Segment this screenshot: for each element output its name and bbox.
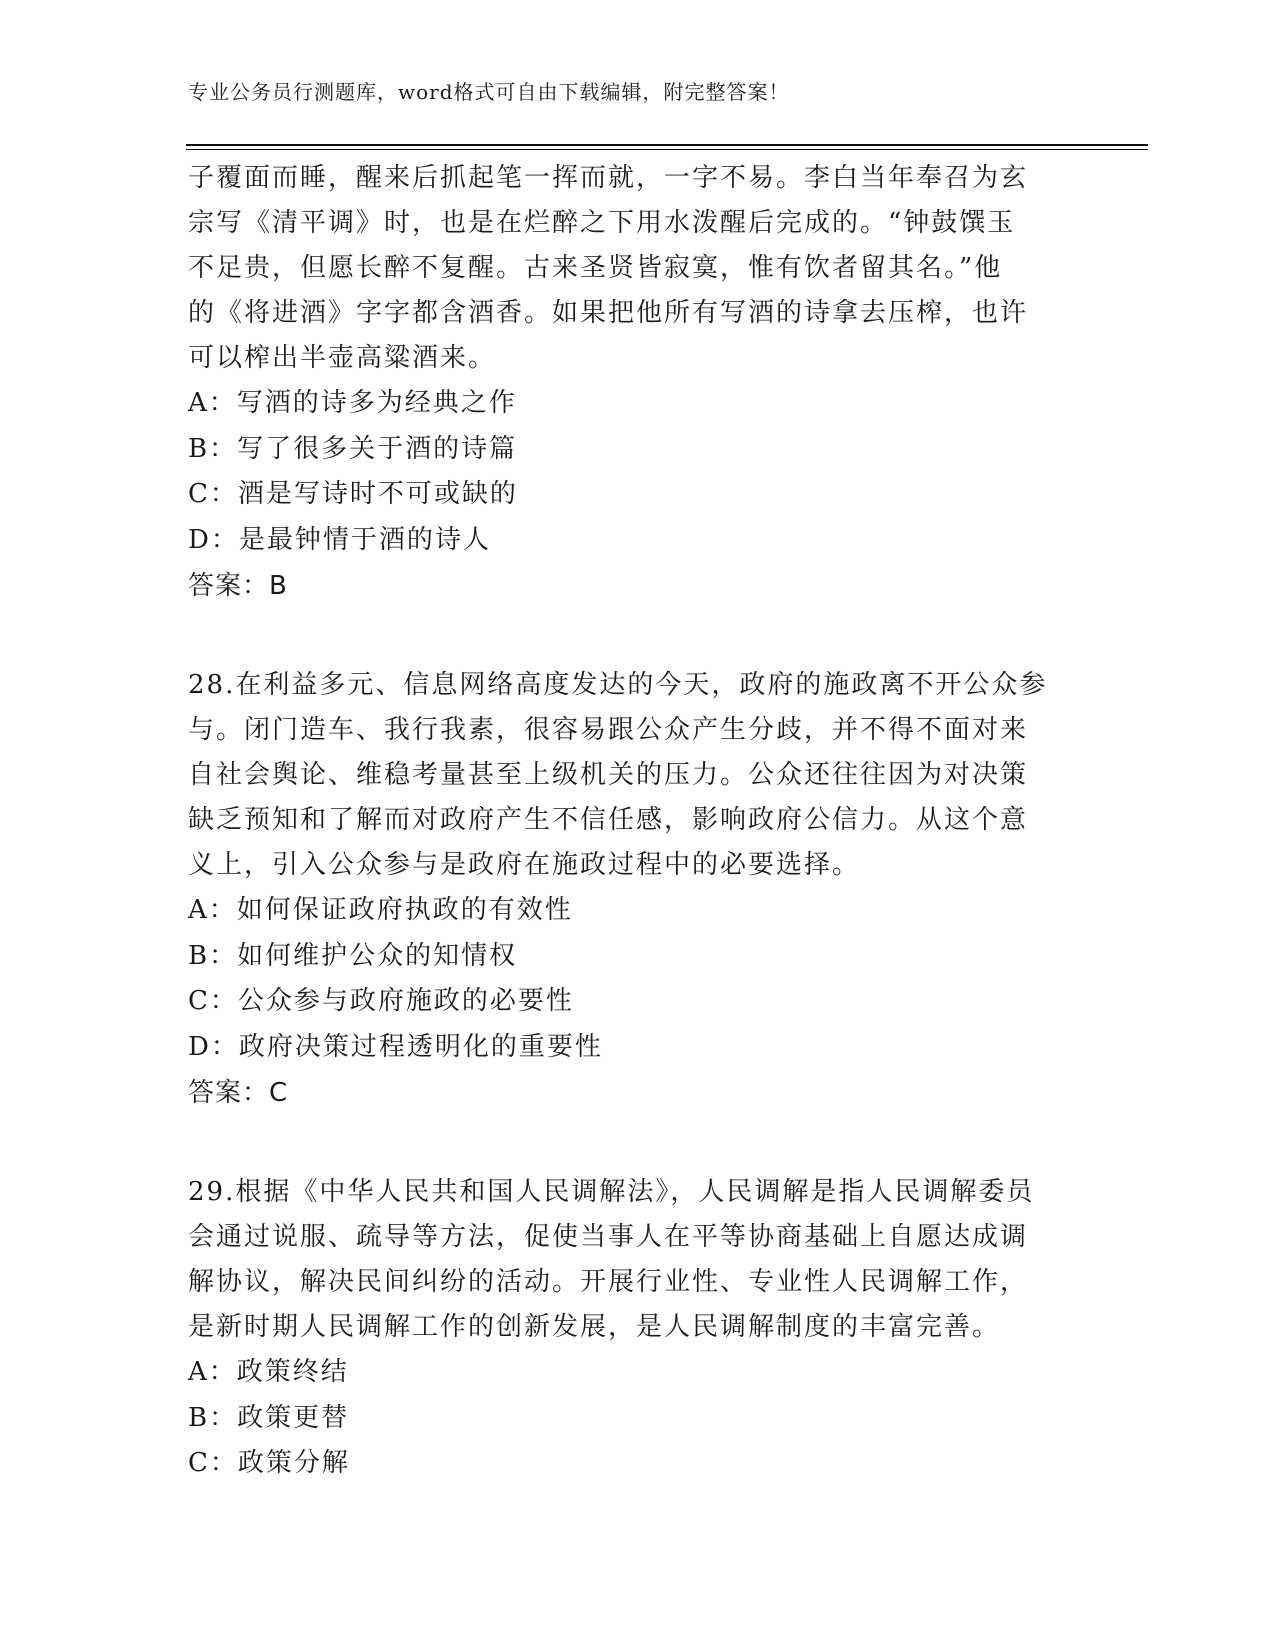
option-c: C：公众参与政府施政的必要性	[188, 986, 574, 1016]
question-stem	[188, 156, 1088, 381]
stem-line: 是新时期人民调解工作的创新发展，是人民调解制度的丰富完善。	[188, 1312, 1001, 1342]
stem-line: 义上，引入公众参与是政府在施政过程中的必要选择。	[188, 850, 861, 880]
question-spacer	[188, 609, 1088, 663]
option-d: D：政府决策过程透明化的重要性	[188, 1031, 603, 1062]
option-a: A：政策终结	[188, 1357, 349, 1387]
question-stem	[188, 1170, 1088, 1350]
option-c: C：政策分解	[188, 1448, 350, 1478]
stem-line: 29.根据《中华人民共和国人民调解法》，人民调解是指人民调解委员	[188, 1177, 1035, 1207]
stem-line: 子覆面而睡，醒来后抓起笔一挥而就，一字不易。李白当年奉召为玄	[188, 163, 1029, 193]
stem-line: 与。闭门造车、我行我素，很容易跟公众产生分歧，并不得不面对来	[188, 715, 1029, 745]
option-d: D：是最钟情于酒的诗人	[188, 524, 491, 555]
stem-line: 自社会舆论、维稳考量甚至上级机关的压力。公众还往往因为对决策	[188, 760, 1029, 790]
stem-line: 28.在利益多元、信息网络高度发达的今天，政府的施政离不开公众参	[188, 670, 1048, 700]
question-stem	[188, 663, 1088, 888]
stem-line: 可以榨出半壶高粱酒来。	[188, 343, 497, 373]
stem-line: 的《将进酒》字字都含酒香。如果把他所有写酒的诗拿去压榨，也许	[188, 298, 1029, 328]
option-b: B：写了很多关于酒的诗篇	[188, 433, 518, 464]
question-spacer	[188, 1116, 1088, 1170]
option-c: C：酒是写诗时不可或缺的	[188, 479, 518, 509]
page-header: 专业公务员行测题库，word格式可自由下载编辑，附完整答案！	[188, 80, 790, 104]
option-a: A：如何保证政府执政的有效性	[188, 895, 573, 925]
document-body	[188, 156, 1088, 1487]
question-29	[188, 1170, 1088, 1487]
option-b: B：政策更替	[188, 1402, 350, 1433]
question-28	[188, 663, 1088, 1116]
option-b: B：如何维护公众的知情权	[188, 940, 518, 971]
answer: 答案：B	[188, 571, 288, 601]
stem-line: 不足贵，但愿长醉不复醒。古来圣贤皆寂寞，惟有饮者留其名。”他	[188, 253, 1003, 283]
answer: 答案：C	[188, 1078, 289, 1108]
header-rule-thick	[186, 144, 1148, 146]
stem-line: 解协议，解决民间纠纷的活动。开展行业性、专业性人民调解工作，	[188, 1267, 1029, 1297]
question-27	[188, 156, 1088, 609]
stem-line: 宗写《清平调》时，也是在烂醉之下用水泼醒后完成的。“钟鼓馔玉	[188, 208, 1016, 238]
stem-line: 会通过说服、疏导等方法，促使当事人在平等协商基础上自愿达成调	[188, 1222, 1029, 1252]
stem-line: 缺乏预知和了解而对政府产生不信任感，影响政府公信力。从这个意	[188, 805, 1029, 835]
option-a: A：写酒的诗多为经典之作	[188, 388, 517, 418]
header-rule-thin	[186, 149, 1148, 150]
